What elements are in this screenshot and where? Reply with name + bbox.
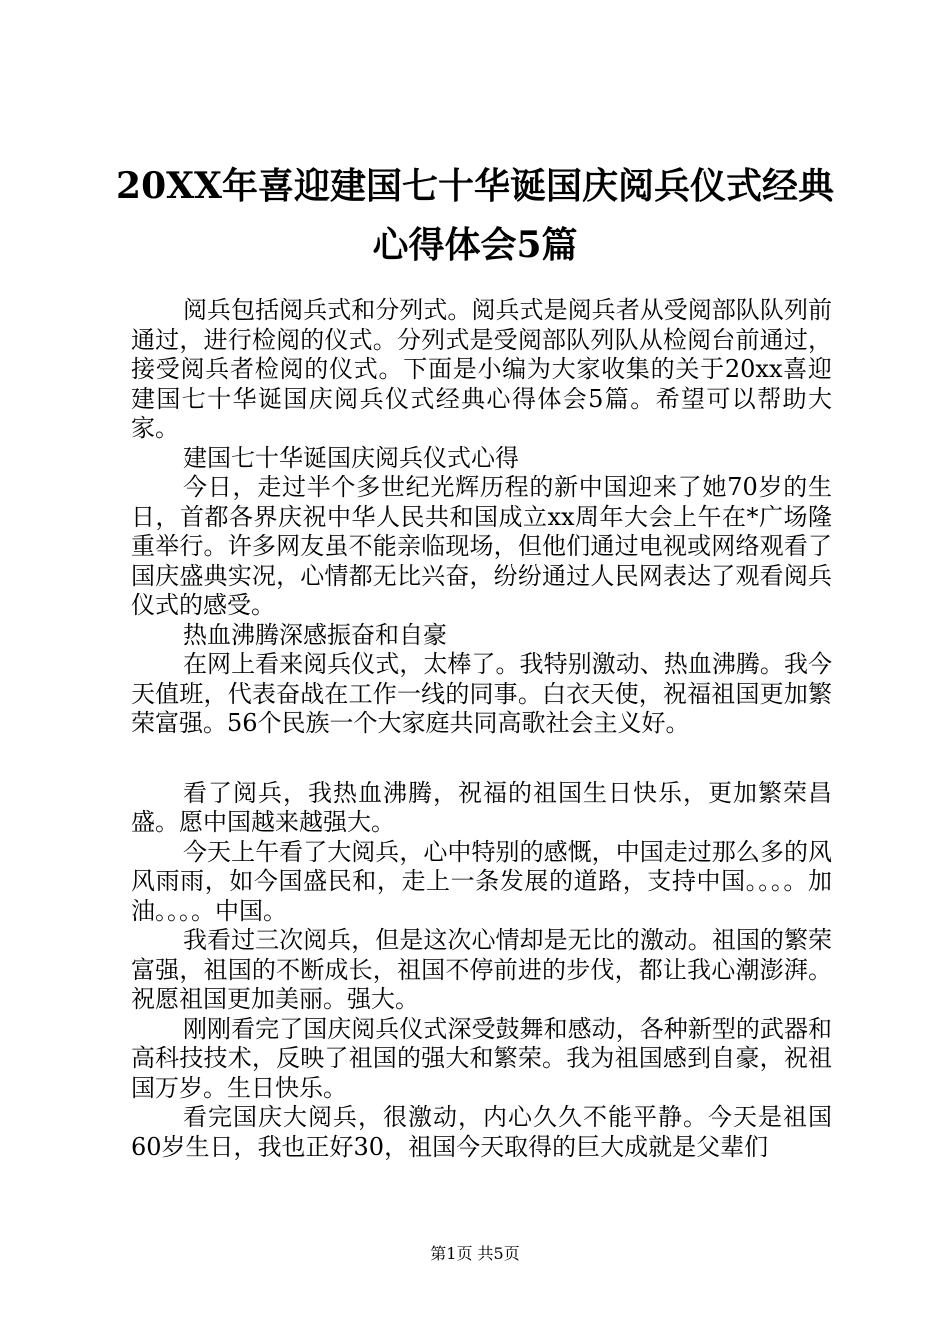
document-body [131, 296, 832, 1162]
blank-line [131, 739, 832, 779]
body-paragraph: 今日，走过半个多世纪光辉历程的新中国迎来了她70岁的生日，首都各界庆祝中华人民共和国成立xx周年大会上午在*广场隆重举行。许多网友虽不能亲临现场，但他们通过电视或网络观看了国庆盛典实况，心情都无比兴奋，纷纷通过人民网表达了观看阅兵仪式的感受。 [131, 473, 832, 619]
body-paragraph: 在网上看来阅兵仪式，太棒了。我特别激动、热血沸腾。我今天值班，代表奋战在工作一线的同事。白衣天使，祝福祖国更加繁荣富强。56个民族一个大家庭共同高歌社会主义好。 [131, 650, 832, 737]
document-title-line-2: 心得体会5篇 [372, 224, 578, 266]
section-heading: 热血沸腾深感振奋和自豪 [183, 620, 447, 649]
intro-paragraph: 阅兵包括阅兵式和分列式。阅兵式是阅兵者从受阅部队队列前通过，进行检阅的仪式。分列式是受阅部队列队从检阅台前通过，接受阅兵者检阅的仪式。下面是小编为大家收集的关于20xx喜迎建国七十华诞国庆阅兵仪式经典心得体会5篇。希望可以帮助大家。 [131, 296, 832, 442]
section-heading: 建国七十华诞国庆阅兵仪式心得 [183, 443, 519, 472]
body-paragraph: 今天上午看了大阅兵，心中特别的感慨，中国走过那么多的风风雨雨，如今国盛民和，走上一条发展的道路，支持中国。。。。加油。。。。中国。 [131, 837, 832, 925]
body-paragraph: 看完国庆大阅兵，很激动，内心久久不能平静。今天是祖国60岁生日，我也正好30，祖国今天取得的巨大成就是父辈们 [131, 1103, 832, 1161]
body-paragraph: 看了阅兵，我热血沸腾，祝福的祖国生日快乐，更加繁荣昌盛。愿中国越来越强大。 [131, 778, 832, 836]
body-paragraph: 刚刚看完了国庆阅兵仪式深受鼓舞和感动，各种新型的武器和高科技技术，反映了祖国的强大和繁荣。我为祖国感到自豪，祝祖国万岁。生日快乐。 [131, 1014, 832, 1102]
page-number-footer: 第1页 共5页 [430, 1244, 520, 1263]
document-title-line-1: 20XX年喜迎建国七十华诞国庆阅兵仪式经典 [116, 165, 834, 207]
body-paragraph: 我看过三次阅兵，但是这次心情却是无比的激动。祖国的繁荣富强，祖国的不断成长，祖国不停前进的步伐，都让我心潮澎湃。祝愿祖国更加美丽。强大。 [131, 926, 832, 1013]
